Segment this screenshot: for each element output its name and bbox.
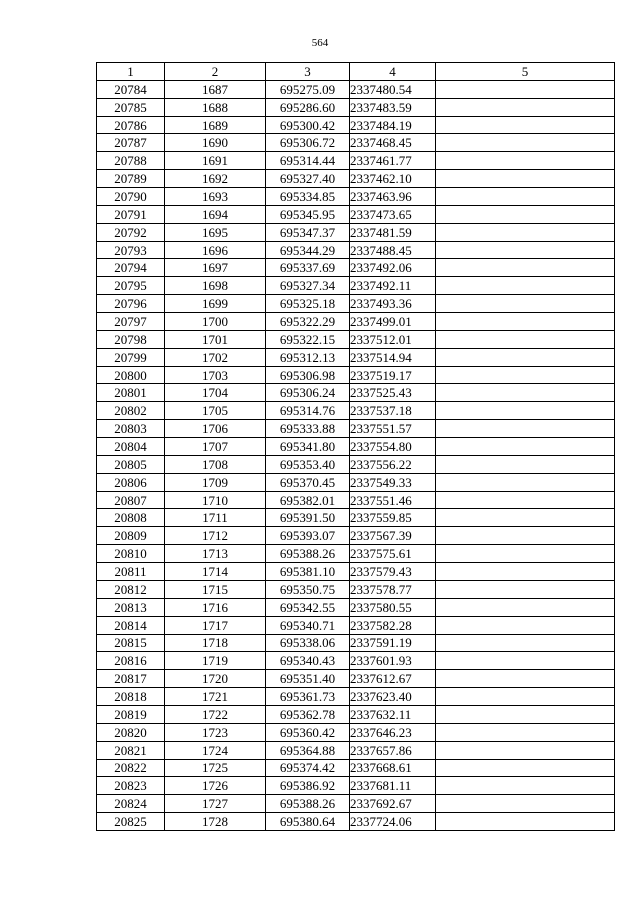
table-cell-col3: 695344.29 bbox=[266, 241, 350, 259]
table-row bbox=[97, 188, 615, 206]
table-row bbox=[97, 259, 615, 277]
table-cell-col2: 1698 bbox=[165, 277, 266, 295]
table-row bbox=[97, 688, 615, 706]
table-cell-col5 bbox=[436, 759, 615, 777]
table-cell-col2: 1700 bbox=[165, 313, 266, 331]
table-cell-col1: 20787 bbox=[97, 134, 165, 152]
table-cell-col1: 20814 bbox=[97, 616, 165, 634]
table-cell-col3: 695382.01 bbox=[266, 491, 350, 509]
table-cell-col3: 695370.45 bbox=[266, 473, 350, 491]
table-cell-col5 bbox=[436, 170, 615, 188]
table-cell-col5 bbox=[436, 741, 615, 759]
table-row bbox=[97, 634, 615, 652]
table-row bbox=[97, 491, 615, 509]
table-cell-col5 bbox=[436, 116, 615, 134]
table-cell-col5 bbox=[436, 348, 615, 366]
table-cell-col3: 695314.44 bbox=[266, 152, 350, 170]
table-cell-col4: 2337480.54 bbox=[350, 80, 436, 98]
table-cell-col4: 2337484.19 bbox=[350, 116, 436, 134]
table-cell-col2: 1695 bbox=[165, 223, 266, 241]
table-cell-col2: 1719 bbox=[165, 652, 266, 670]
table-row bbox=[97, 116, 615, 134]
table-cell-col1: 20807 bbox=[97, 491, 165, 509]
column-header-2: 2 bbox=[165, 63, 266, 81]
table-cell-col3: 695362.78 bbox=[266, 705, 350, 723]
table-cell-col5 bbox=[436, 438, 615, 456]
table-row bbox=[97, 795, 615, 813]
table-cell-col5 bbox=[436, 455, 615, 473]
table-cell-col3: 695306.72 bbox=[266, 134, 350, 152]
table-cell-col1: 20809 bbox=[97, 527, 165, 545]
table-cell-col2: 1690 bbox=[165, 134, 266, 152]
table-cell-col3: 695325.18 bbox=[266, 295, 350, 313]
table-cell-col5 bbox=[436, 491, 615, 509]
table-cell-col2: 1693 bbox=[165, 188, 266, 206]
table-cell-col3: 695312.13 bbox=[266, 348, 350, 366]
table-cell-col4: 2337567.39 bbox=[350, 527, 436, 545]
table-row bbox=[97, 241, 615, 259]
table-cell-col5 bbox=[436, 723, 615, 741]
table-cell-col2: 1725 bbox=[165, 759, 266, 777]
table-row bbox=[97, 509, 615, 527]
table-cell-col3: 695327.40 bbox=[266, 170, 350, 188]
table-cell-col5 bbox=[436, 402, 615, 420]
table-cell-col1: 20810 bbox=[97, 545, 165, 563]
table-cell-col2: 1687 bbox=[165, 80, 266, 98]
table-cell-col2: 1711 bbox=[165, 509, 266, 527]
column-header-3: 3 bbox=[266, 63, 350, 81]
table-cell-col1: 20818 bbox=[97, 688, 165, 706]
table-cell-col5 bbox=[436, 795, 615, 813]
table-cell-col3: 695314.76 bbox=[266, 402, 350, 420]
table-cell-col4: 2337681.11 bbox=[350, 777, 436, 795]
table-row bbox=[97, 723, 615, 741]
table-cell-col1: 20802 bbox=[97, 402, 165, 420]
table-cell-col2: 1703 bbox=[165, 366, 266, 384]
table-row bbox=[97, 205, 615, 223]
table-cell-col1: 20791 bbox=[97, 205, 165, 223]
table-cell-col5 bbox=[436, 473, 615, 491]
table-row bbox=[97, 545, 615, 563]
table-cell-col1: 20811 bbox=[97, 563, 165, 581]
table-cell-col4: 2337462.10 bbox=[350, 170, 436, 188]
table-row bbox=[97, 223, 615, 241]
table-cell-col2: 1724 bbox=[165, 741, 266, 759]
table-cell-col2: 1713 bbox=[165, 545, 266, 563]
table-cell-col2: 1722 bbox=[165, 705, 266, 723]
table-cell-col2: 1689 bbox=[165, 116, 266, 134]
table-cell-col3: 695388.26 bbox=[266, 795, 350, 813]
table-cell-col2: 1696 bbox=[165, 241, 266, 259]
table-row bbox=[97, 777, 615, 795]
table-row bbox=[97, 98, 615, 116]
table-cell-col2: 1691 bbox=[165, 152, 266, 170]
table-cell-col1: 20803 bbox=[97, 420, 165, 438]
table-cell-col4: 2337499.01 bbox=[350, 313, 436, 331]
table-cell-col4: 2337559.85 bbox=[350, 509, 436, 527]
table-cell-col4: 2337612.67 bbox=[350, 670, 436, 688]
table-row bbox=[97, 80, 615, 98]
table-cell-col2: 1712 bbox=[165, 527, 266, 545]
table-cell-col5 bbox=[436, 598, 615, 616]
table-cell-col1: 20792 bbox=[97, 223, 165, 241]
table-cell-col3: 695340.71 bbox=[266, 616, 350, 634]
table-row bbox=[97, 152, 615, 170]
table-row bbox=[97, 277, 615, 295]
table-row bbox=[97, 580, 615, 598]
table-cell-col2: 1708 bbox=[165, 455, 266, 473]
table-cell-col2: 1723 bbox=[165, 723, 266, 741]
table-cell-col3: 695345.95 bbox=[266, 205, 350, 223]
table-cell-col4: 2337551.46 bbox=[350, 491, 436, 509]
table-row bbox=[97, 598, 615, 616]
table-cell-col2: 1707 bbox=[165, 438, 266, 456]
table-cell-col1: 20801 bbox=[97, 384, 165, 402]
table-cell-col4: 2337493.36 bbox=[350, 295, 436, 313]
table-cell-col3: 695338.06 bbox=[266, 634, 350, 652]
table-row bbox=[97, 563, 615, 581]
table-cell-col1: 20788 bbox=[97, 152, 165, 170]
table-cell-col4: 2337468.45 bbox=[350, 134, 436, 152]
table-cell-col2: 1715 bbox=[165, 580, 266, 598]
table-cell-col1: 20821 bbox=[97, 741, 165, 759]
table-cell-col3: 695361.73 bbox=[266, 688, 350, 706]
column-header-1: 1 bbox=[97, 63, 165, 81]
header-row bbox=[97, 63, 615, 81]
table-cell-col1: 20817 bbox=[97, 670, 165, 688]
table-cell-col1: 20812 bbox=[97, 580, 165, 598]
table-cell-col3: 695353.40 bbox=[266, 455, 350, 473]
table-cell-col3: 695327.34 bbox=[266, 277, 350, 295]
table-cell-col1: 20804 bbox=[97, 438, 165, 456]
table-cell-col5 bbox=[436, 134, 615, 152]
table-cell-col4: 2337512.01 bbox=[350, 330, 436, 348]
table-row bbox=[97, 134, 615, 152]
table-cell-col4: 2337463.96 bbox=[350, 188, 436, 206]
table-cell-col5 bbox=[436, 563, 615, 581]
table-cell-col3: 695340.43 bbox=[266, 652, 350, 670]
table-cell-col3: 695337.69 bbox=[266, 259, 350, 277]
table-row bbox=[97, 420, 615, 438]
table-cell-col2: 1702 bbox=[165, 348, 266, 366]
table-cell-col1: 20816 bbox=[97, 652, 165, 670]
table-cell-col5 bbox=[436, 152, 615, 170]
table-cell-col2: 1704 bbox=[165, 384, 266, 402]
table-cell-col4: 2337580.55 bbox=[350, 598, 436, 616]
table-cell-col2: 1706 bbox=[165, 420, 266, 438]
table-cell-col2: 1692 bbox=[165, 170, 266, 188]
table-row bbox=[97, 473, 615, 491]
table-cell-col2: 1716 bbox=[165, 598, 266, 616]
table-cell-col4: 2337692.67 bbox=[350, 795, 436, 813]
table-cell-col4: 2337483.59 bbox=[350, 98, 436, 116]
table-cell-col5 bbox=[436, 313, 615, 331]
table-cell-col3: 695386.92 bbox=[266, 777, 350, 795]
table-cell-col2: 1694 bbox=[165, 205, 266, 223]
table-cell-col2: 1701 bbox=[165, 330, 266, 348]
table-cell-col1: 20797 bbox=[97, 313, 165, 331]
table-cell-col1: 20808 bbox=[97, 509, 165, 527]
table-cell-col5 bbox=[436, 223, 615, 241]
table-cell-col4: 2337537.18 bbox=[350, 402, 436, 420]
table-cell-col3: 695275.09 bbox=[266, 80, 350, 98]
table-cell-col1: 20793 bbox=[97, 241, 165, 259]
table-cell-col4: 2337646.23 bbox=[350, 723, 436, 741]
table-cell-col5 bbox=[436, 277, 615, 295]
table-cell-col2: 1726 bbox=[165, 777, 266, 795]
table-cell-col4: 2337657.86 bbox=[350, 741, 436, 759]
table-cell-col1: 20820 bbox=[97, 723, 165, 741]
table-cell-col2: 1721 bbox=[165, 688, 266, 706]
table-cell-col1: 20823 bbox=[97, 777, 165, 795]
table-cell-col1: 20805 bbox=[97, 455, 165, 473]
table-row bbox=[97, 402, 615, 420]
table-cell-col5 bbox=[436, 330, 615, 348]
table-cell-col4: 2337668.61 bbox=[350, 759, 436, 777]
table-cell-col3: 695322.29 bbox=[266, 313, 350, 331]
table-cell-col5 bbox=[436, 527, 615, 545]
table-cell-col3: 695364.88 bbox=[266, 741, 350, 759]
table-cell-col5 bbox=[436, 545, 615, 563]
table-cell-col3: 695381.10 bbox=[266, 563, 350, 581]
table-cell-col4: 2337623.40 bbox=[350, 688, 436, 706]
table-cell-col5 bbox=[436, 295, 615, 313]
table-cell-col4: 2337551.57 bbox=[350, 420, 436, 438]
table-cell-col1: 20806 bbox=[97, 473, 165, 491]
table-cell-col5 bbox=[436, 813, 615, 831]
page-number: 564 bbox=[311, 37, 329, 49]
table-cell-col5 bbox=[436, 80, 615, 98]
table-cell-col4: 2337632.11 bbox=[350, 705, 436, 723]
table-cell-col5 bbox=[436, 777, 615, 795]
table-cell-col1: 20799 bbox=[97, 348, 165, 366]
table-cell-col4: 2337488.45 bbox=[350, 241, 436, 259]
table-cell-col4: 2337724.06 bbox=[350, 813, 436, 831]
table-cell-col1: 20798 bbox=[97, 330, 165, 348]
table-cell-col5 bbox=[436, 188, 615, 206]
table-cell-col5 bbox=[436, 670, 615, 688]
table-cell-col1: 20796 bbox=[97, 295, 165, 313]
table-cell-col4: 2337481.59 bbox=[350, 223, 436, 241]
table-cell-col5 bbox=[436, 705, 615, 723]
table-cell-col3: 695333.88 bbox=[266, 420, 350, 438]
table-cell-col5 bbox=[436, 634, 615, 652]
table-cell-col2: 1710 bbox=[165, 491, 266, 509]
table-cell-col3: 695380.64 bbox=[266, 813, 350, 831]
table-cell-col4: 2337579.43 bbox=[350, 563, 436, 581]
table-cell-col5 bbox=[436, 420, 615, 438]
table-cell-col2: 1688 bbox=[165, 98, 266, 116]
table-cell-col4: 2337554.80 bbox=[350, 438, 436, 456]
table-row bbox=[97, 527, 615, 545]
table-cell-col2: 1728 bbox=[165, 813, 266, 831]
table-cell-col1: 20789 bbox=[97, 170, 165, 188]
table-cell-col2: 1717 bbox=[165, 616, 266, 634]
table-cell-col2: 1705 bbox=[165, 402, 266, 420]
table-cell-col4: 2337601.93 bbox=[350, 652, 436, 670]
table-cell-col3: 695322.15 bbox=[266, 330, 350, 348]
table-cell-col3: 695351.40 bbox=[266, 670, 350, 688]
table-cell-col1: 20815 bbox=[97, 634, 165, 652]
table-cell-col1: 20819 bbox=[97, 705, 165, 723]
table-cell-col2: 1714 bbox=[165, 563, 266, 581]
table-cell-col2: 1699 bbox=[165, 295, 266, 313]
table-cell-col3: 695347.37 bbox=[266, 223, 350, 241]
table-cell-col4: 2337492.11 bbox=[350, 277, 436, 295]
table-cell-col3: 695388.26 bbox=[266, 545, 350, 563]
table-cell-col2: 1720 bbox=[165, 670, 266, 688]
table-cell-col4: 2337473.65 bbox=[350, 205, 436, 223]
table-cell-col1: 20784 bbox=[97, 80, 165, 98]
table-cell-col1: 20794 bbox=[97, 259, 165, 277]
table-row bbox=[97, 313, 615, 331]
table-cell-col5 bbox=[436, 259, 615, 277]
table-row bbox=[97, 366, 615, 384]
table-cell-col2: 1727 bbox=[165, 795, 266, 813]
table-cell-col3: 695393.07 bbox=[266, 527, 350, 545]
table-row bbox=[97, 295, 615, 313]
table-cell-col5 bbox=[436, 688, 615, 706]
table-row bbox=[97, 438, 615, 456]
table-cell-col4: 2337591.19 bbox=[350, 634, 436, 652]
table-cell-col4: 2337519.17 bbox=[350, 366, 436, 384]
table-row bbox=[97, 348, 615, 366]
table-row bbox=[97, 330, 615, 348]
table-cell-col3: 695342.55 bbox=[266, 598, 350, 616]
table-cell-col3: 695360.42 bbox=[266, 723, 350, 741]
column-header-5: 5 bbox=[436, 63, 615, 81]
table-cell-col5 bbox=[436, 616, 615, 634]
table-cell-col4: 2337525.43 bbox=[350, 384, 436, 402]
table-cell-col4: 2337578.77 bbox=[350, 580, 436, 598]
table-cell-col2: 1718 bbox=[165, 634, 266, 652]
table-cell-col1: 20800 bbox=[97, 366, 165, 384]
table-cell-col3: 695306.98 bbox=[266, 366, 350, 384]
table-cell-col4: 2337514.94 bbox=[350, 348, 436, 366]
table-cell-col4: 2337549.33 bbox=[350, 473, 436, 491]
table-cell-col5 bbox=[436, 580, 615, 598]
table-cell-col4: 2337492.06 bbox=[350, 259, 436, 277]
table-row bbox=[97, 616, 615, 634]
column-header-4: 4 bbox=[350, 63, 436, 81]
table-row bbox=[97, 384, 615, 402]
table-cell-col4: 2337556.22 bbox=[350, 455, 436, 473]
table-cell-col3: 695350.75 bbox=[266, 580, 350, 598]
table-cell-col1: 20824 bbox=[97, 795, 165, 813]
table-cell-col5 bbox=[436, 509, 615, 527]
table-row bbox=[97, 170, 615, 188]
table-cell-col1: 20795 bbox=[97, 277, 165, 295]
table-cell-col5 bbox=[436, 98, 615, 116]
table-cell-col1: 20785 bbox=[97, 98, 165, 116]
table-cell-col5 bbox=[436, 652, 615, 670]
table-row bbox=[97, 759, 615, 777]
table-cell-col5 bbox=[436, 205, 615, 223]
table-cell-col5 bbox=[436, 384, 615, 402]
table-cell-col1: 20822 bbox=[97, 759, 165, 777]
table-row bbox=[97, 670, 615, 688]
table-cell-col2: 1709 bbox=[165, 473, 266, 491]
table-cell-col3: 695341.80 bbox=[266, 438, 350, 456]
table-cell-col3: 695334.85 bbox=[266, 188, 350, 206]
table-cell-col2: 1697 bbox=[165, 259, 266, 277]
table-cell-col3: 695374.42 bbox=[266, 759, 350, 777]
table-row bbox=[97, 652, 615, 670]
table-cell-col5 bbox=[436, 241, 615, 259]
table-body bbox=[97, 80, 615, 830]
table-cell-col1: 20786 bbox=[97, 116, 165, 134]
table-row bbox=[97, 705, 615, 723]
table-row bbox=[97, 455, 615, 473]
table-cell-col3: 695306.24 bbox=[266, 384, 350, 402]
table-row bbox=[97, 741, 615, 759]
table-cell-col3: 695300.42 bbox=[266, 116, 350, 134]
table-cell-col3: 695391.50 bbox=[266, 509, 350, 527]
table-cell-col4: 2337461.77 bbox=[350, 152, 436, 170]
table-cell-col5 bbox=[436, 366, 615, 384]
table-cell-col4: 2337575.61 bbox=[350, 545, 436, 563]
table-cell-col1: 20790 bbox=[97, 188, 165, 206]
table-row bbox=[97, 813, 615, 831]
coordinates-table bbox=[96, 62, 615, 831]
table-cell-col1: 20825 bbox=[97, 813, 165, 831]
table-cell-col3: 695286.60 bbox=[266, 98, 350, 116]
table-cell-col4: 2337582.28 bbox=[350, 616, 436, 634]
table-cell-col1: 20813 bbox=[97, 598, 165, 616]
